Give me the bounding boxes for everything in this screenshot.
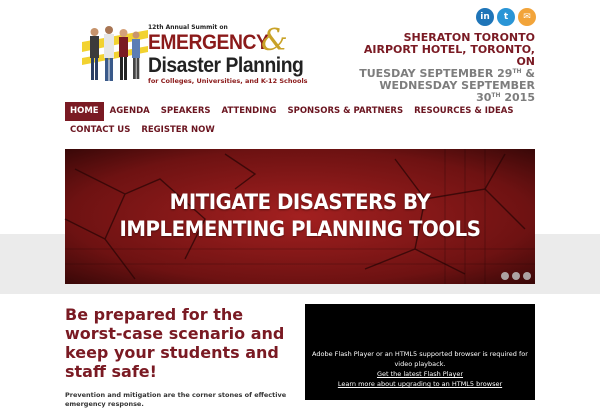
nav-item-speakers[interactable]: SPEAKERS xyxy=(160,106,211,116)
flash-required-text: Adobe Flash Player or an HTML5 supported browser is required for video playback. xyxy=(312,350,528,368)
event-date-part: 2015 xyxy=(500,91,535,104)
linkedin-icon[interactable]: in xyxy=(476,8,494,26)
hero-line-1: MITIGATE DISASTERS BY xyxy=(169,190,431,214)
slider-dot[interactable] xyxy=(523,272,531,280)
event-date-part: & WEDNESDAY SEPTEMBER 30 xyxy=(379,67,535,104)
venue-location: SHERATON TORONTO AIRPORT HOTEL, TORONTO, ON xyxy=(363,31,535,68)
logo-students-illustration xyxy=(82,22,148,84)
hero-headline xyxy=(79,189,521,243)
intro-section xyxy=(65,305,290,409)
email-icon[interactable]: ✉ xyxy=(518,8,536,26)
nav-item-register-now[interactable]: REGISTER NOW xyxy=(141,125,215,135)
logo-tagline: for Colleges, Universities, and K-12 Schools xyxy=(148,77,308,85)
slider-dot[interactable] xyxy=(501,272,509,280)
slider-dot[interactable] xyxy=(512,272,520,280)
nav-item-sponsors-partners[interactable]: SPONSORS & PARTNERS xyxy=(287,106,404,116)
main-nav xyxy=(65,102,535,140)
slider-pagination xyxy=(501,272,531,280)
video-player[interactable] xyxy=(305,304,535,400)
intro-heading: Be prepared for the worst-case scenario and keep your students and staff safe! xyxy=(65,305,285,381)
date-suffix: TH xyxy=(491,92,501,99)
event-venue-dates xyxy=(355,32,535,104)
nav-item-agenda[interactable]: AGENDA xyxy=(109,106,150,116)
nav-item-resources-ideas[interactable]: RESOURCES & IDEAS xyxy=(414,106,514,116)
nav-item-attending[interactable]: ATTENDING xyxy=(221,106,277,116)
logo-summit-label: 12th Annual Summit on xyxy=(148,24,228,31)
event-date-part: TUESDAY SEPTEMBER 29 xyxy=(359,67,513,80)
site-header xyxy=(0,0,600,104)
hero-slider[interactable] xyxy=(65,149,535,284)
twitter-icon[interactable]: t xyxy=(497,8,515,26)
logo-ampersand: & xyxy=(261,23,288,58)
site-logo[interactable] xyxy=(82,20,327,88)
upgrade-html5-link[interactable]: Learn more about upgrading to an HTML5 browser xyxy=(337,380,503,388)
get-flash-player-link[interactable]: Get the latest Flash Player xyxy=(376,370,464,378)
hero-line-2: IMPLEMENTING PLANNING TOOLS xyxy=(119,217,481,241)
nav-item-home[interactable]: HOME xyxy=(65,102,104,121)
intro-paragraph: Prevention and mitigation are the corner stones of effective emergency response. xyxy=(65,391,287,408)
date-suffix: TH xyxy=(512,68,522,75)
nav-item-contact-us[interactable]: CONTACT US xyxy=(70,125,131,135)
video-fallback-message xyxy=(305,349,535,389)
logo-emergency-text: EMERGENCY xyxy=(148,31,269,54)
event-dates xyxy=(355,68,535,104)
logo-disaster-planning-text: Disaster Planning xyxy=(148,54,304,77)
social-links xyxy=(476,8,536,26)
